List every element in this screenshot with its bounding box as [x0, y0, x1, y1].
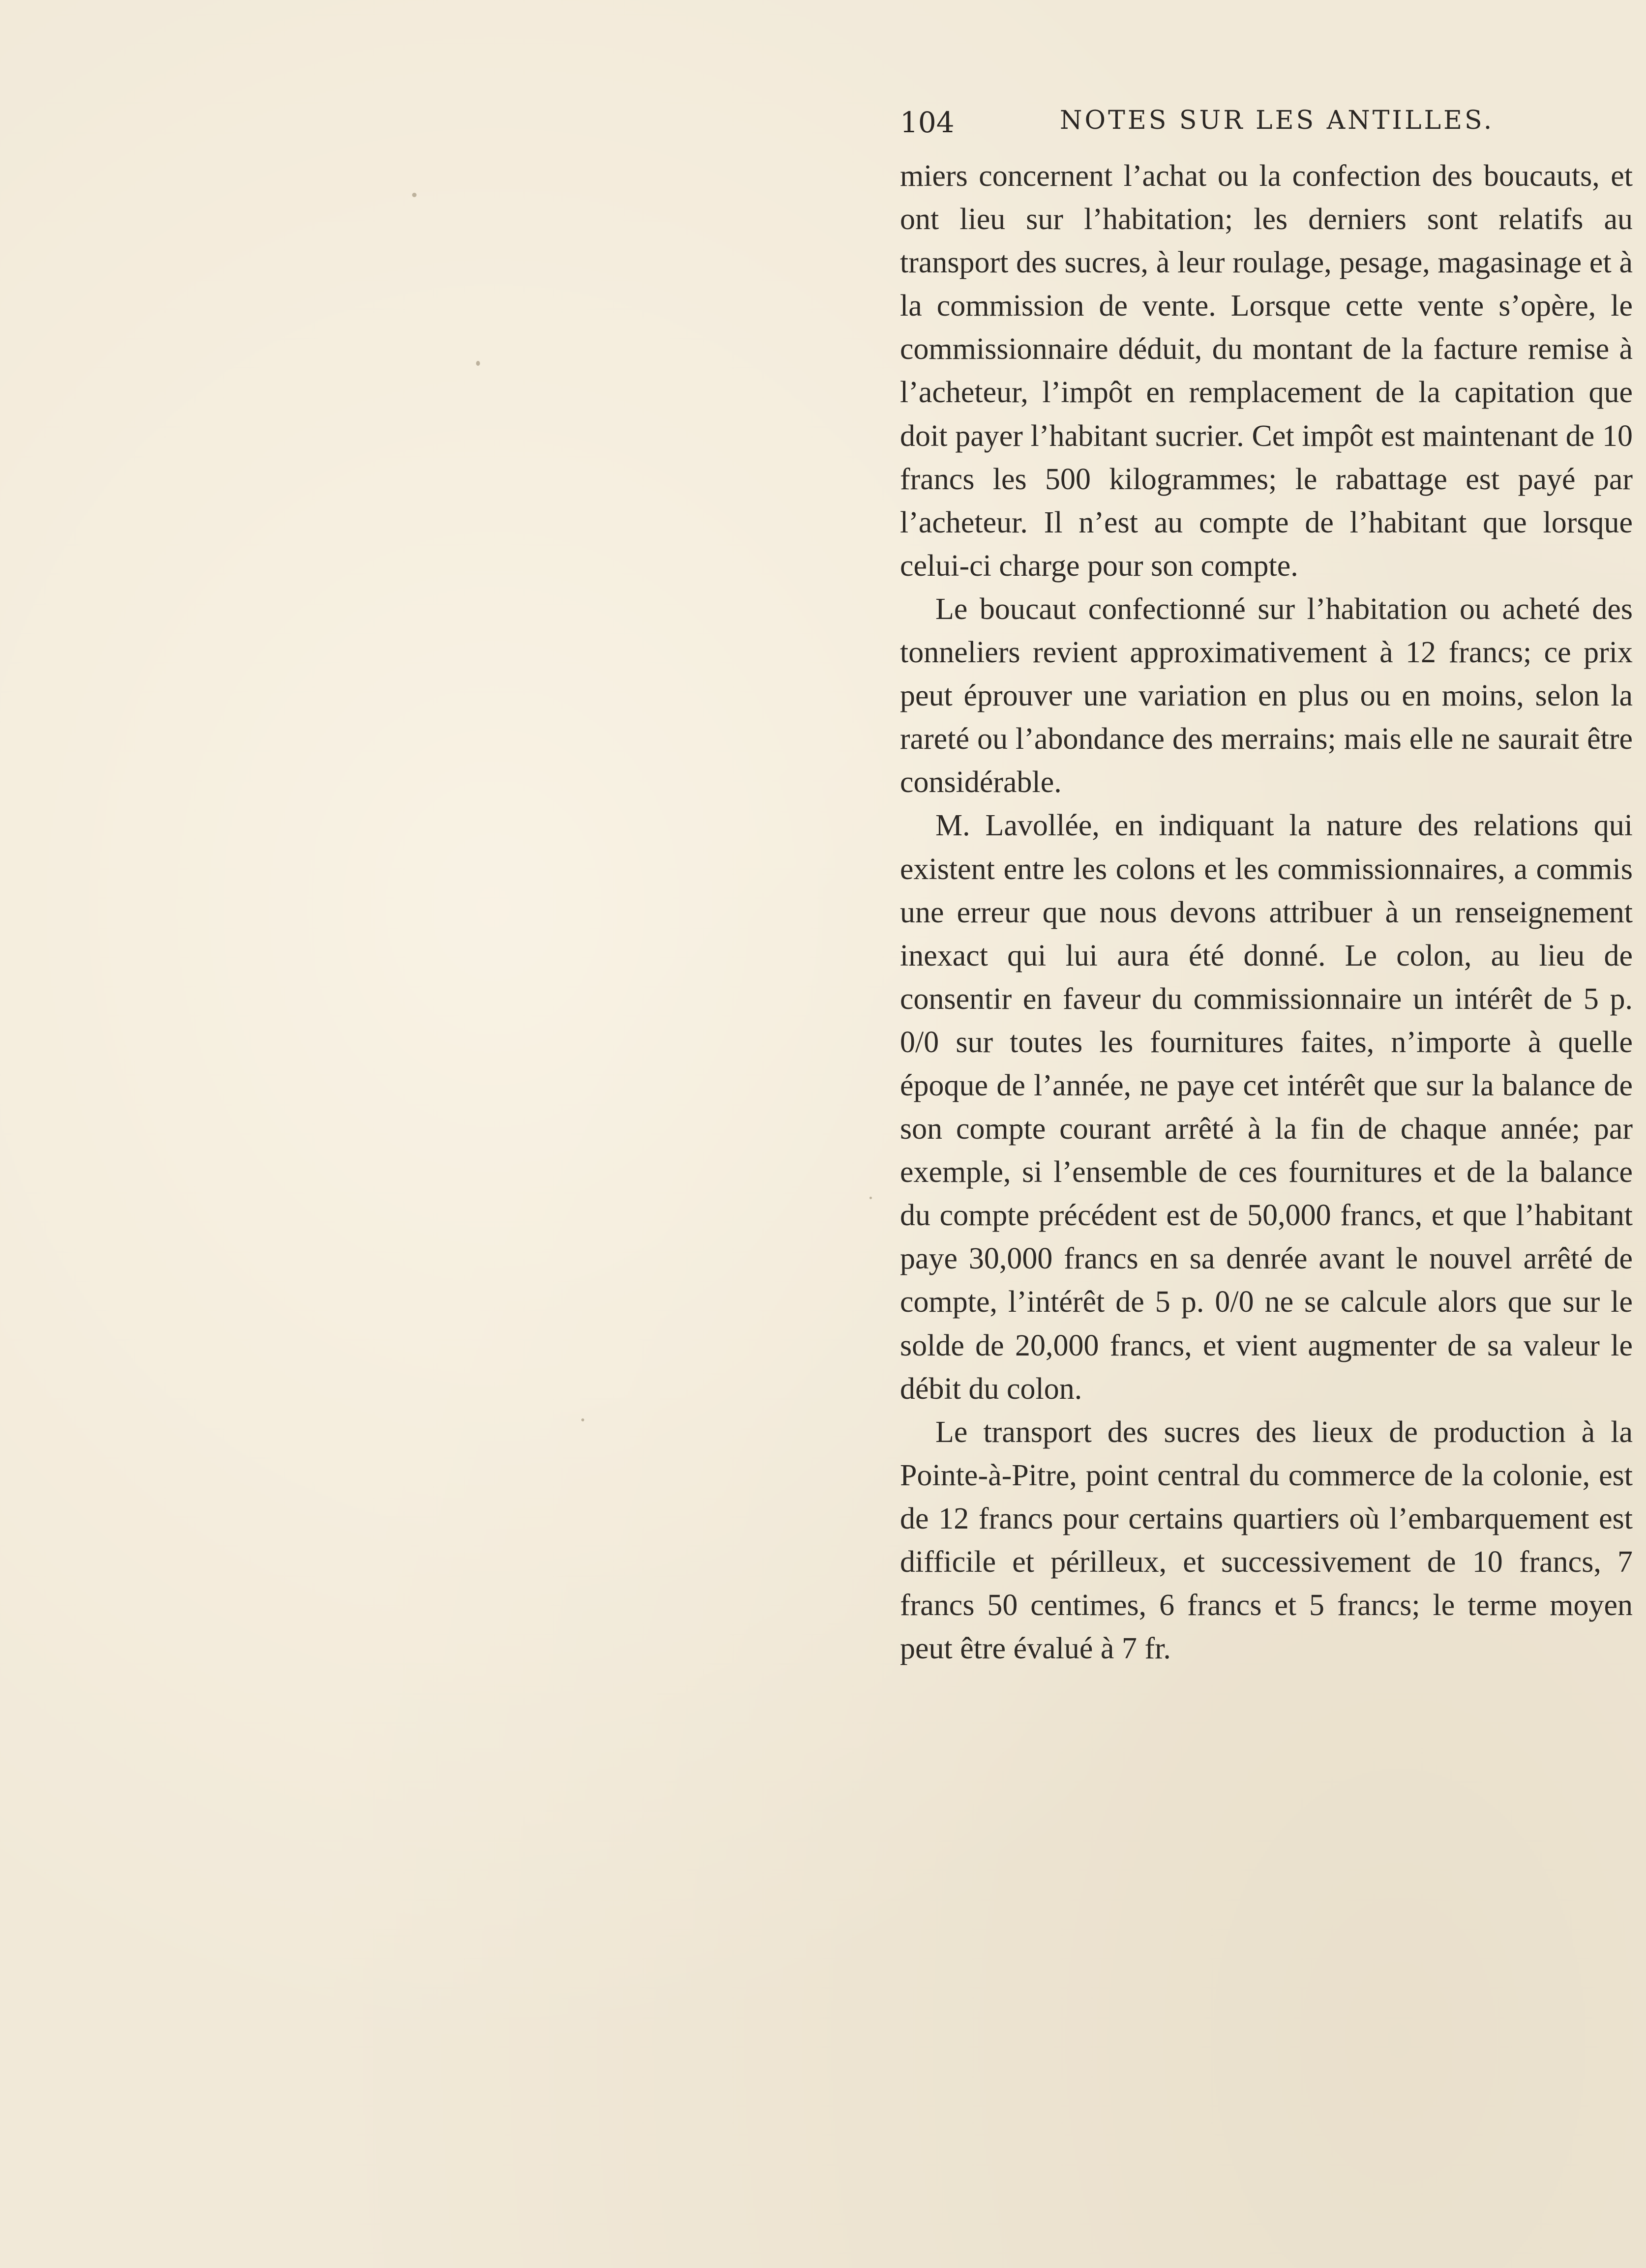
paper-speck — [869, 1197, 872, 1199]
paper-speck — [476, 361, 480, 366]
paper-speck — [581, 1418, 584, 1421]
body-text — [900, 154, 1633, 1670]
paragraph: miers concernent l’achat ou la confection des boucauts, et ont lieu sur l’habitation; les derniers sont relatifs au transport des sucres, à leur roulage, pesage, magasinage et à la commission de vente. Lorsque cette vente s’opère, le commissionnaire déduit, du montant de la facture remise à l’acheteur, l’impôt en remplacement de la capitation que doit payer l’habitant sucrier. Cet impôt est maintenant de 10 francs les 500 kilogrammes; le rabattage est payé par l’acheteur. Il n’est au compte de l’habitant que lorsque celui-ci charge pour son compte. — [900, 159, 1633, 583]
paragraph: M. Lavollée, en indiquant la nature des relations qui existent entre les colons et les commissionnaires, a commis une erreur que nous devons attribuer à un renseignement inexact qui lui aura été donné. Le colon, au lieu de consentir en faveur du commissionnaire un intérêt de 5 p. 0/0 sur toutes les fournitures faites, n’importe à quelle époque de l’année, ne paye cet intérêt que sur la balance de son compte courant arrêté à la fin de chaque année; par exemple, si l’ensemble de ces fournitures et de la balance du compte précédent est de 50,000 francs, et que l’habitant paye 30,000 francs en sa denrée avant le nouvel arrêté de compte, l’intérêt de 5 p. 0/0 ne se calcule alors que sur le solde de 20,000 francs, et vient augmenter de sa valeur le débit du colon. — [900, 809, 1633, 1406]
paragraph: Le boucaut confectionné sur l’habitation ou acheté des tonneliers revient approximativement à 12 francs; ce prix peut éprouver une variation en plus ou en moins, selon la rareté ou l’abondance des merrains; mais elle ne saurait être considérable. — [900, 592, 1633, 799]
paper-speck — [412, 193, 417, 197]
paragraph: Le transport des sucres des lieux de production à la Pointe-à-Pitre, point central du commerce de la colonie, est de 12 francs pour certains quartiers où l’embarquement est difficile et périlleux, et successivement de 10 francs, 7 francs 50 centimes, 6 francs et 5 francs; le terme moyen peut être évalué à 7 fr. — [900, 1415, 1633, 1666]
running-header — [900, 106, 1633, 145]
page-number: 104 — [900, 106, 955, 139]
running-title: NOTES SUR LES ANTILLES. — [1060, 106, 1495, 135]
